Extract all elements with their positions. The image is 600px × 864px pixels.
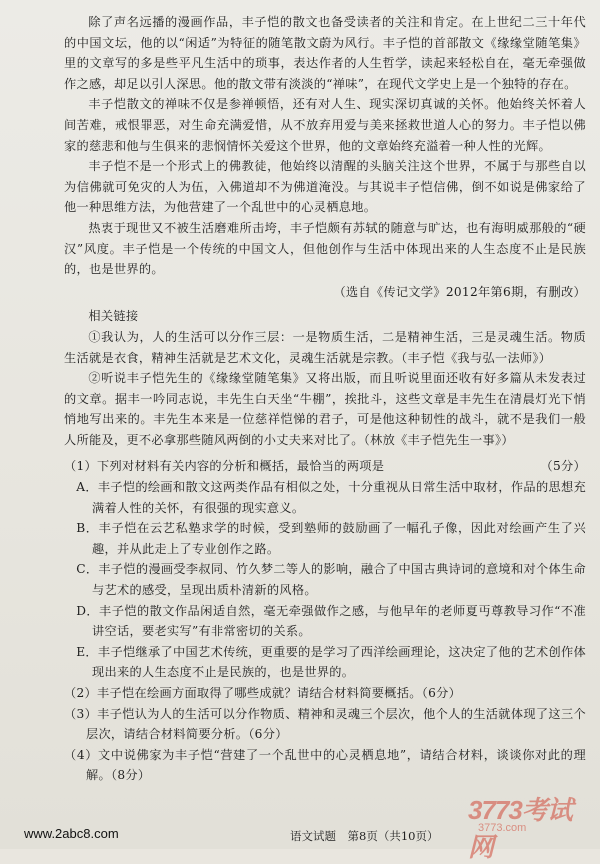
question-1-label: （1）下列对材料有关内容的分析和概括，最恰当的两项是	[64, 459, 385, 474]
questions	[64, 456, 586, 786]
option-e: E．丰子恺继承了中国艺术传统，更重要的是学习了西洋绘画理论，这决定了他的艺术创作体现出来的人生态度不止是民族的，也是世界的。	[76, 644, 586, 680]
question-1	[64, 456, 586, 477]
watermark-sub: 3773.com	[478, 822, 527, 834]
watermark-main: 3773考试网	[468, 795, 572, 862]
question-1-options	[64, 477, 586, 683]
article-paragraph: 除了声名远播的漫画作品，丰子恺的散文也备受读者的关注和肯定。在上世纪二三十年代的中国文坛，他的以“闲适”为特征的随笔散文蔚为风行。丰子恺的首部散文《缘缘堂随笔集》里的文章写的多是些平凡生活中的琐事，表达作者的人生哲学，读起来轻松自在，毫无牵强做作之感，却足以引人深思。他的散文带有淡淡的“禅味”，在现代文学史上是一个独特的存在。	[64, 15, 586, 91]
page-text	[64, 12, 586, 786]
related-links-heading: 相关链接	[88, 309, 139, 324]
article-paragraph: 热衷于现世又不被生活磨难所击垮，丰子恺颇有苏轼的随意与旷达，也有海明威那般的“硬汉”风度。丰子恺是一个传统的中国文人，但他创作与生活中体现出来的人生态度不止是民族的，也是世界的。	[64, 220, 586, 277]
option-b: B．丰子恺在云艺私塾求学的时候，受到塾师的鼓励画了一幅孔子像，因此对绘画产生了兴趣，并从此走上了专业创作之路。	[76, 521, 586, 556]
option-a: A．丰子恺的绘画和散文这两类作品有相似之处，十分重视从日常生活中取材，作品的思想充满着人性的关怀，有很强的现实意义。	[76, 480, 586, 515]
article-paragraph: 丰子恺不是一个形式上的佛教徒，他始终以清醒的头脑关注这个世界，不属于与那些自以为信佛就可免灾的人为伍，入佛道却不为佛道淹没。与其说丰子恺信佛，倒不如说是佛家给了他一种思维方法，为他营建了一个乱世中的心灵栖息地。	[64, 159, 586, 215]
watermark-logo	[468, 790, 586, 862]
article-paragraph: 丰子恺散文的禅味不仅是参禅顿悟，还有对人生、现实深切真诚的关怀。他始终关怀着人间苦难，戒恨罪恶，对生命充满爱惜，从不放弃用爱与美来拯救世道人心的努力。丰子恺以佛家的慈悲和他与生俱来的悲悯情怀关爱这个世界，他的文章始终充溢着一种人性的光辉。	[64, 97, 586, 153]
related-link-item: ②听说丰子恺先生的《缘缘堂随笔集》又将出版，而且听说里面还收有好多篇从未发表过的文章。据丰一吟同志说，丰先生白天坐“牛棚”，挨批斗，这些文章是丰先生在清晨灯光下悄悄地写出来的。丰先生本来是一位慈祥恺悌的君子，可是他这种韧性的战斗，就不是我们一般人所能及，更不必拿那些随风两倒的小丈夫来对比了。（林放《丰子恺先生一事》）	[64, 371, 586, 447]
article-body	[64, 12, 586, 302]
question-3: （3）丰子恺认为人的生活可以分作物质、精神和灵魂三个层次，他个人的生活就体现了这三个层次，请结合材料简要分析。（6分）	[64, 706, 586, 742]
related-links	[64, 306, 586, 450]
article-source: （选自《传记文学》2012年第6期，有删改）	[333, 284, 586, 299]
option-c: C．丰子恺的漫画受李叔同、竹久梦二等人的影响，融合了中国古典诗词的意境和对个体生命与艺术的感受，呈现出质朴清新的风格。	[76, 562, 586, 598]
footer-page-number: 语文试题 第8页（共10页）	[290, 829, 439, 843]
footer-site-url: www.2abc8.com	[24, 826, 119, 841]
question-4: （4）文中说佛家为丰子恺“营建了一个乱世中的心灵栖息地”，请结合材料，谈谈你对此的理解。（8分）	[64, 747, 586, 783]
question-1-score: （5分）	[540, 459, 586, 474]
option-d: D．丰子恺的散文作品闲适自然，毫无牵强做作之感，与他早年的老师夏丏尊教导习作“不准讲空话，要老实写”有非常密切的关系。	[76, 603, 586, 639]
question-2: （2）丰子恺在绘画方面取得了哪些成就？请结合材料简要概括。（6分）	[64, 686, 462, 700]
related-link-item: ①我认为，人的生活可以分作三层：一是物质生活，二是精神生活，三是灵魂生活。物质生活就是衣食，精神生活就是艺术文化，灵魂生活就是宗教。（丰子恺《我与弘一法师》）	[64, 329, 586, 365]
